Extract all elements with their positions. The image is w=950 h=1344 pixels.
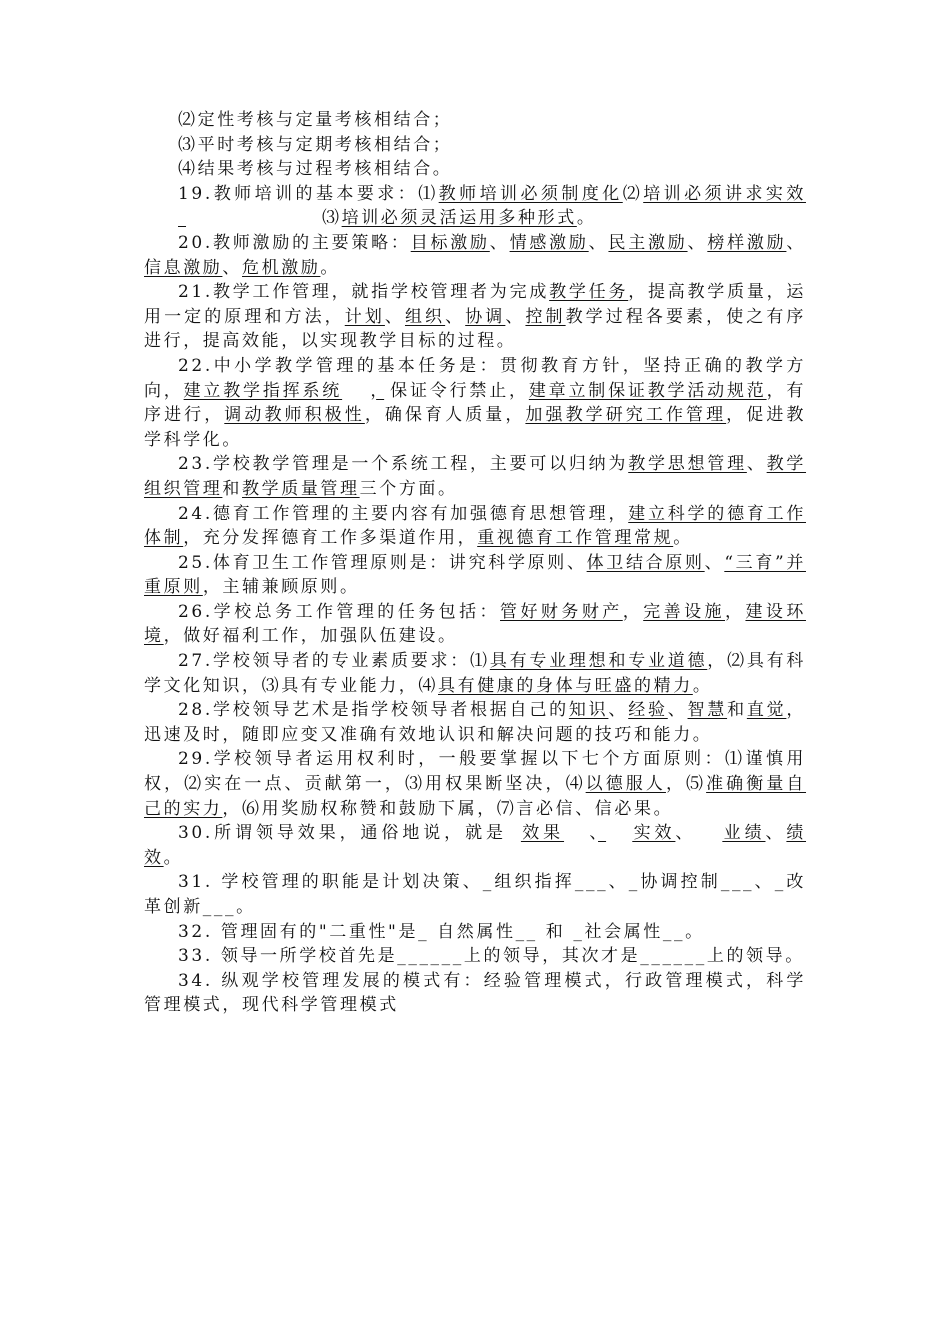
question-text: ，充分发挥德育工作多渠道作用， [183,528,478,549]
answer-blank: 具有专业理想和专业道德 [489,651,708,672]
question-text: 、 [675,823,697,844]
answer-blank: 实效 [632,823,676,844]
answer-blank: 信息激励 [144,257,223,278]
question-text: ，迅速及时，随即应变又准确有效地认识和解决问题的技巧和能力。 [144,700,807,745]
question-text: 21.教学工作管理，就指学校管理者为完成 [178,282,550,303]
answer-blank: 建章立制保证教学活动规范 [528,380,767,401]
question-text: ，确保育人质量， [364,405,526,426]
question-text: 、 [786,232,807,253]
question-text: 、 [445,306,466,327]
question-text: 教学过程各要素，使之有序进行，提高效能，以实现教学目标的过程。 [144,306,807,352]
question-text: 25.体育卫生工作管理原则是：讲究科学原则、 [178,552,587,573]
question-text: 、 [505,306,526,327]
answer-blank: 计划 [344,306,385,327]
question-text: 、 [588,232,609,253]
answer-blank-space [342,379,370,404]
question-text: 。 [673,528,693,549]
answer-blank: 直觉 [746,700,787,721]
question-text: 、 [746,454,767,475]
question-text: 。 [320,257,341,278]
answer-blank: 智慧 [687,700,728,721]
question-text: 30.所谓领导效果，通俗地说，就是 [178,823,507,844]
question-text: 20.教师激励的主要策略： [178,232,411,253]
question-text: ，⑹用奖励权称赞和鼓励下属，⑺言必信、信必果。 [222,798,674,819]
question-text: ，促进教学科学化。 [144,405,806,450]
answer-blank: 培训必须灵活运用多种形式 [341,208,577,229]
answer-blank: 业绩 [722,823,766,844]
question-text: 、 [222,257,243,278]
question-25 [144,551,806,600]
answer-blank: 榜样激励 [707,232,787,253]
question-32: 32. 管理固有的"二重性"是_ 自然属性__ 和 _社会属性__。 [178,921,705,942]
question-text: 28.学校领导艺术是指学校领导者根据自己的 [178,700,569,721]
answer-blank: 建设环境 [144,601,806,647]
question-text: 、 [489,232,510,253]
answer-blank-space [564,821,588,846]
question-text: 三个方面。 [359,478,458,499]
question-33: 33. 领导一所学校首先是______上的领导，其次才是______上的领导。 [178,946,805,967]
answer-blank: 绩效 [144,823,807,868]
answer-blank: 加强教学研究工作管理 [525,405,727,426]
answer-blank: 情感激励 [509,232,589,253]
question-text: ，有序进行， [144,380,806,426]
question-text: ⑶ [322,208,342,229]
question-text: 和 [727,700,747,721]
question-text: ，做好福利工作，加强队伍建设。 [163,626,458,647]
question-24 [144,502,806,551]
question-text: 27.学校领导者的专业素质要求：⑴ [178,651,490,672]
question-text: ，主辅兼顾原则。 [202,577,360,598]
question-text: 、 [588,823,611,844]
question-text: 、 [667,700,688,721]
answer-blank: 危机激励 [242,257,321,278]
answer-blank: 体卫结合原则 [586,552,705,573]
question-text: 19.教师培训的基本要求：⑴ [178,183,439,204]
question-text: 、 [704,552,725,573]
question-19 [144,182,806,231]
question-27 [144,649,806,698]
answer-blank: “三育”并重原则 [144,552,806,598]
question-text: ，⑸ [665,774,707,795]
answer-blank: 完善设施 [643,601,725,622]
answer-blank: 重视德育工作管理常规 [477,528,674,549]
question-text: 22.中小学教学管理的基本任务是：贯彻教育方针，坚持正确的教学方向， [144,355,806,401]
question-text: ，⑵具有科学文化知识，⑶具有专业能力，⑷ [144,651,806,696]
answer-blank: 协调 [465,306,506,327]
list-item: ⑶平时考核与定期考核相结合； [178,134,453,155]
answer-blank-space [144,206,322,231]
question-text: 。 [692,675,713,696]
answer-blank: 民主激励 [608,232,688,253]
answer-blank: 效果 [520,823,565,844]
question-22 [144,354,806,452]
question-21 [144,280,806,354]
question-30 [144,821,806,870]
answer-blank: 组织 [404,306,446,327]
question-text: ，保证令行禁止， [370,380,529,401]
answer-blank: 教师培训必须制度化 [438,183,623,204]
question-text: 、 [765,823,787,844]
answer-blank: 建立教学指挥系统 [183,380,343,401]
question-text: 、 [384,306,405,327]
question-text: ，提高教学质量，运用一定的原理和方法， [144,282,806,327]
answer-blank: 以德服人 [585,774,666,795]
answer-blank: 目标激励 [410,232,490,253]
question-text: ⑵ [622,183,644,204]
answer-blank: 经验 [628,700,668,721]
question-text: 24.德育工作管理的主要内容有加强德育思想管理， [178,503,629,524]
answer-blank: 准确衡量自己的实力 [144,774,807,819]
list-item: ⑵定性考核与定量考核相结合； [178,110,453,130]
question-text: 、 [687,232,708,253]
question-29 [144,747,806,821]
question-20 [144,231,806,280]
answer-blank: 教学组织管理 [144,454,807,499]
list-item: ⑷结果考核与过程考核相结合。 [178,159,453,180]
answer-blank: 培训必须讲求实效 [643,183,806,204]
question-text: ， [622,601,644,622]
answer-blank: 知识 [568,700,609,721]
question-text: 。 [163,847,184,868]
document-page [144,108,806,1018]
answer-blank: 调动教师积极性 [224,405,365,426]
answer-blank: 教学质量管理 [242,478,360,499]
question-26 [144,600,806,649]
question-34: 34. 纵观学校管理发展的模式有：经验管理模式，行政管理模式，科学管理模式，现代科学管理模式 [144,970,806,1016]
question-text: 23.学校教学管理是一个系统工程，主要可以归纳为 [178,454,629,475]
question-text: 、 [608,700,629,721]
question-text: 26.学校总务工作管理的任务包括： [178,601,501,622]
answer-blank: 教学思想管理 [628,454,747,475]
question-23 [144,452,806,501]
answer-blank: 具有健康的身体与旺盛的精力 [438,675,693,696]
answer-blank: 控制 [525,306,566,327]
answer-blank: 教学任务 [549,282,629,303]
answer-blank: 建立科学的德育工作体制 [144,503,806,549]
question-text: 29.学校领导者运用权利时，一般要掌握以下七个方面原则：⑴谨慎用权，⑵实在一点、贡献第一，⑶用权果断坚决，⑷ [144,749,806,795]
answer-blank: 管好财务财产 [500,601,623,622]
question-28 [144,698,806,747]
question-text: 。 [576,208,597,229]
question-text: ， [725,601,746,622]
question-31: 31. 学校管理的职能是计划决策、_组织指挥___、_协调控制___、_改革创新___。 [144,872,806,917]
question-text: 和 [222,478,243,499]
